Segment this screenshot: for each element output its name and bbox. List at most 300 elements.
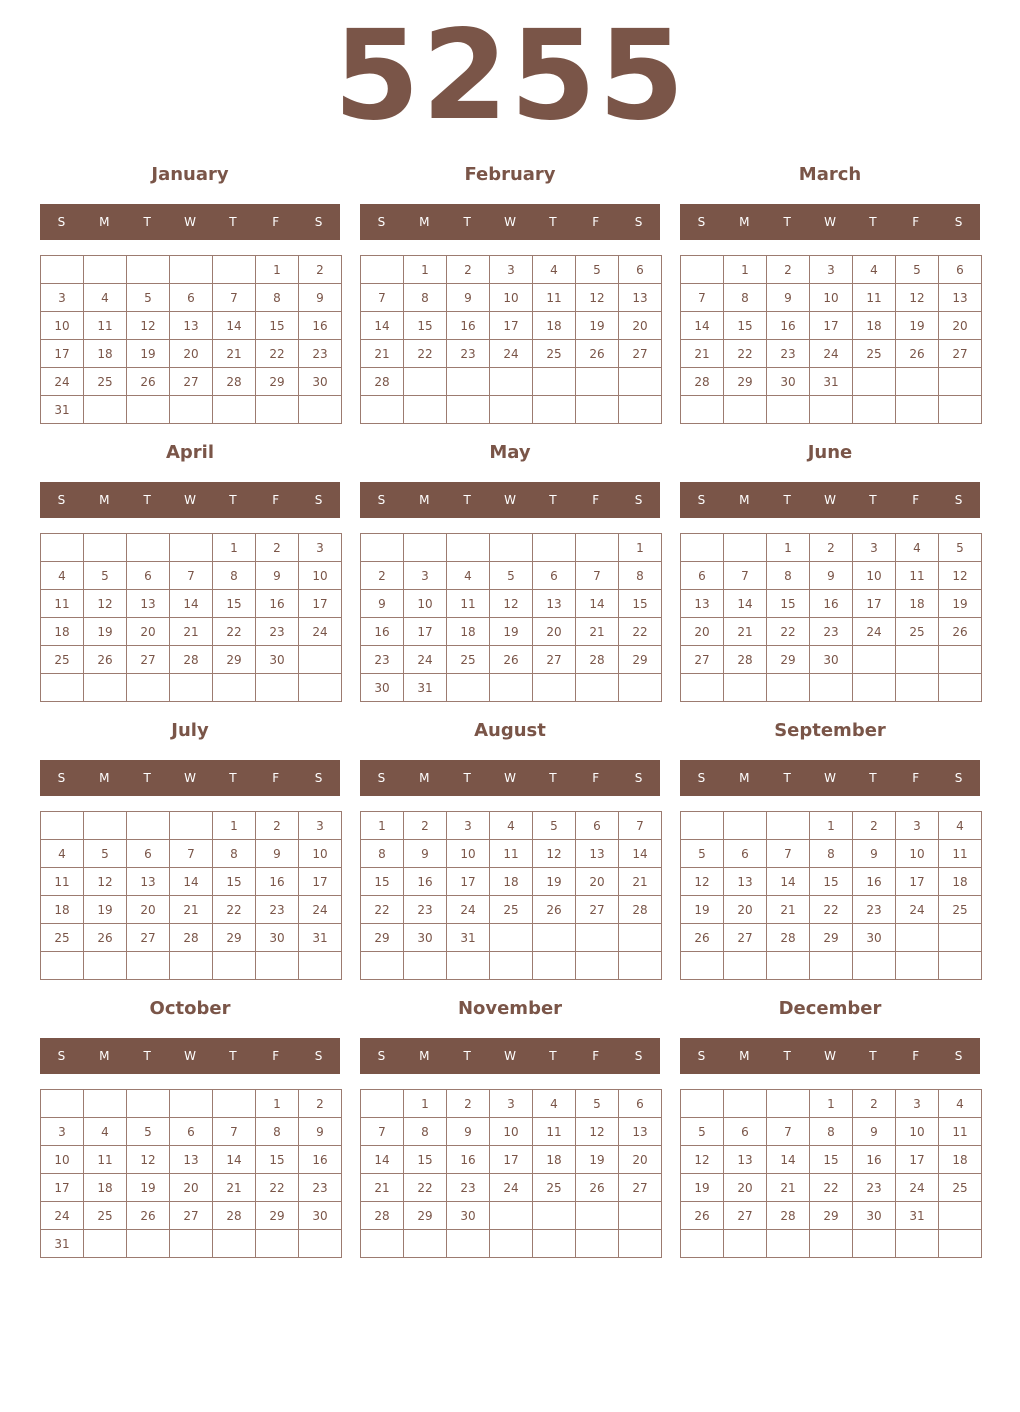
day-cell: 23 [767, 340, 810, 368]
day-cell: 23 [299, 1174, 342, 1202]
day-cell: 3 [490, 1090, 533, 1118]
day-cell: 12 [681, 868, 724, 896]
day-cell: 4 [896, 534, 939, 562]
day-cell: 7 [767, 1118, 810, 1146]
day-cell: 16 [361, 618, 404, 646]
day-cell: 19 [681, 896, 724, 924]
day-cell: 16 [256, 590, 299, 618]
weekday-label: W [824, 771, 836, 785]
day-cell: 15 [213, 590, 256, 618]
day-cell [170, 396, 213, 424]
weekday-label: F [912, 215, 920, 229]
weekday-label: T [549, 771, 557, 785]
day-cell [170, 952, 213, 980]
day-cell: 18 [84, 1174, 127, 1202]
day-cell [447, 396, 490, 424]
day-cell: 27 [533, 646, 576, 674]
day-cell [84, 952, 127, 980]
day-cell: 8 [256, 1118, 299, 1146]
day-cell: 11 [41, 590, 84, 618]
day-cell: 30 [299, 1202, 342, 1230]
day-cell: 18 [853, 312, 896, 340]
day-cell: 8 [724, 284, 767, 312]
week-row [681, 674, 982, 702]
day-cell: 17 [810, 312, 853, 340]
day-cell [170, 534, 213, 562]
day-cell [619, 368, 662, 396]
day-cell: 19 [84, 896, 127, 924]
day-cell: 18 [84, 340, 127, 368]
day-cell [84, 534, 127, 562]
week-row [41, 812, 342, 840]
month-name: October [149, 998, 231, 1019]
weekday-label: S [697, 771, 706, 785]
day-cell [810, 396, 853, 424]
day-cell: 2 [447, 256, 490, 284]
day-cell: 12 [576, 1118, 619, 1146]
day-cell: 19 [490, 618, 533, 646]
weekday-label: T [549, 493, 557, 507]
day-cell [896, 396, 939, 424]
week-row [681, 562, 982, 590]
day-cell: 26 [681, 924, 724, 952]
day-cell: 14 [213, 312, 256, 340]
day-cell [170, 674, 213, 702]
day-cell: 19 [576, 312, 619, 340]
day-cell: 26 [939, 618, 982, 646]
day-cell [724, 1090, 767, 1118]
weekday-label: M [99, 1049, 110, 1063]
day-cell: 12 [681, 1146, 724, 1174]
day-cell: 18 [41, 618, 84, 646]
day-cell [576, 952, 619, 980]
day-cell: 18 [447, 618, 490, 646]
day-cell [84, 812, 127, 840]
day-cell: 6 [170, 284, 213, 312]
day-cell [619, 1230, 662, 1258]
day-cell: 9 [853, 1118, 896, 1146]
day-cell: 23 [853, 896, 896, 924]
day-cell [724, 674, 767, 702]
day-cell: 16 [447, 312, 490, 340]
day-cell: 8 [767, 562, 810, 590]
day-cell: 9 [404, 840, 447, 868]
day-cell: 28 [681, 368, 724, 396]
day-cell: 16 [810, 590, 853, 618]
day-cell: 2 [447, 1090, 490, 1118]
weekday-label: S [314, 771, 323, 785]
day-cell: 16 [404, 868, 447, 896]
day-cell: 18 [41, 896, 84, 924]
day-cell: 22 [404, 340, 447, 368]
week-row [681, 1202, 982, 1230]
day-cell: 12 [127, 1146, 170, 1174]
day-grid [360, 255, 662, 424]
weekday-label: S [377, 493, 386, 507]
weekday-label: T [783, 771, 791, 785]
day-cell [619, 674, 662, 702]
week-row [41, 1090, 342, 1118]
day-cell: 27 [939, 340, 982, 368]
day-cell: 26 [84, 646, 127, 674]
day-cell [299, 952, 342, 980]
day-cell: 10 [447, 840, 490, 868]
day-cell: 12 [127, 312, 170, 340]
weekday-label: S [697, 215, 706, 229]
day-cell: 31 [404, 674, 447, 702]
weekday-label: T [229, 215, 237, 229]
day-grid [680, 1089, 982, 1258]
day-cell: 27 [127, 646, 170, 674]
day-cell: 20 [619, 312, 662, 340]
weekday-label: T [463, 771, 471, 785]
day-cell: 6 [619, 256, 662, 284]
day-cell: 16 [299, 1146, 342, 1174]
day-cell: 24 [41, 1202, 84, 1230]
day-cell: 5 [896, 256, 939, 284]
day-cell [724, 952, 767, 980]
day-cell: 3 [490, 256, 533, 284]
day-cell: 31 [896, 1202, 939, 1230]
day-cell [576, 924, 619, 952]
day-cell [256, 396, 299, 424]
day-cell: 20 [939, 312, 982, 340]
day-cell: 30 [256, 924, 299, 952]
day-cell: 13 [724, 868, 767, 896]
day-cell: 16 [853, 868, 896, 896]
day-cell: 20 [724, 1174, 767, 1202]
day-cell: 29 [361, 924, 404, 952]
day-cell [681, 396, 724, 424]
weekday-header [680, 760, 980, 796]
day-cell: 8 [810, 1118, 853, 1146]
day-cell: 29 [256, 368, 299, 396]
week-row [681, 534, 982, 562]
day-cell: 24 [447, 896, 490, 924]
weekday-label: S [954, 215, 963, 229]
day-cell [533, 396, 576, 424]
day-cell: 20 [170, 340, 213, 368]
day-grid [40, 811, 342, 980]
day-cell: 12 [576, 284, 619, 312]
week-row [41, 1118, 342, 1146]
week-row [41, 396, 342, 424]
day-cell: 21 [170, 618, 213, 646]
weekday-label: T [463, 493, 471, 507]
day-cell: 10 [490, 284, 533, 312]
day-cell: 26 [490, 646, 533, 674]
day-cell: 12 [939, 562, 982, 590]
week-row [41, 840, 342, 868]
day-cell: 29 [213, 646, 256, 674]
day-cell: 10 [853, 562, 896, 590]
week-row [681, 1146, 982, 1174]
day-grid [680, 811, 982, 980]
week-row [361, 868, 662, 896]
week-row [41, 868, 342, 896]
day-cell: 20 [127, 618, 170, 646]
day-cell: 10 [299, 562, 342, 590]
day-cell: 9 [256, 562, 299, 590]
month-name: March [798, 164, 862, 185]
month-name: February [464, 164, 556, 185]
day-cell [490, 952, 533, 980]
day-cell: 20 [681, 618, 724, 646]
day-cell: 18 [939, 868, 982, 896]
day-cell: 6 [724, 840, 767, 868]
day-cell: 8 [213, 562, 256, 590]
day-cell: 22 [361, 896, 404, 924]
day-cell: 28 [576, 646, 619, 674]
day-cell: 29 [404, 1202, 447, 1230]
weekday-label: T [869, 493, 877, 507]
day-cell: 1 [213, 534, 256, 562]
day-cell: 28 [213, 368, 256, 396]
day-cell: 31 [41, 396, 84, 424]
day-cell [213, 256, 256, 284]
weekday-label: S [954, 771, 963, 785]
day-cell: 15 [619, 590, 662, 618]
weekday-label: T [143, 1049, 151, 1063]
day-cell [84, 674, 127, 702]
day-cell [299, 1230, 342, 1258]
day-cell: 4 [41, 840, 84, 868]
day-cell: 6 [127, 840, 170, 868]
week-row [41, 1202, 342, 1230]
day-cell: 15 [404, 312, 447, 340]
day-cell: 5 [84, 840, 127, 868]
weekday-label: T [549, 215, 557, 229]
day-cell: 16 [256, 868, 299, 896]
day-cell [361, 952, 404, 980]
weekday-label: M [99, 771, 110, 785]
week-row [361, 618, 662, 646]
day-cell: 23 [404, 896, 447, 924]
day-cell: 8 [361, 840, 404, 868]
day-cell [490, 396, 533, 424]
day-cell: 11 [853, 284, 896, 312]
day-cell [127, 534, 170, 562]
day-cell: 19 [127, 1174, 170, 1202]
day-cell: 27 [576, 896, 619, 924]
day-cell: 3 [41, 1118, 84, 1146]
day-cell [767, 812, 810, 840]
day-cell: 17 [853, 590, 896, 618]
day-cell: 1 [361, 812, 404, 840]
day-cell: 8 [404, 284, 447, 312]
day-cell [896, 646, 939, 674]
day-cell: 13 [127, 590, 170, 618]
day-cell: 15 [404, 1146, 447, 1174]
weekday-label: S [634, 493, 643, 507]
day-cell [404, 396, 447, 424]
week-row [681, 1174, 982, 1202]
weekday-label: T [229, 1049, 237, 1063]
day-cell: 20 [127, 896, 170, 924]
day-cell [361, 1090, 404, 1118]
day-cell: 17 [490, 1146, 533, 1174]
day-cell: 29 [256, 1202, 299, 1230]
day-cell [576, 674, 619, 702]
day-grid [680, 255, 982, 424]
weekday-label: W [184, 1049, 196, 1063]
day-cell [853, 674, 896, 702]
day-cell [724, 396, 767, 424]
month-name: December [778, 998, 882, 1019]
day-cell: 5 [939, 534, 982, 562]
day-cell: 3 [896, 1090, 939, 1118]
day-cell: 17 [447, 868, 490, 896]
day-cell: 4 [490, 812, 533, 840]
day-cell [939, 952, 982, 980]
day-cell [810, 674, 853, 702]
day-cell [84, 396, 127, 424]
week-row [41, 924, 342, 952]
day-cell: 14 [361, 312, 404, 340]
day-cell: 21 [724, 618, 767, 646]
day-cell: 5 [127, 1118, 170, 1146]
day-cell: 9 [447, 284, 490, 312]
weekday-label: M [739, 215, 750, 229]
weekday-header [360, 1038, 660, 1074]
day-cell: 9 [853, 840, 896, 868]
day-cell: 27 [170, 368, 213, 396]
day-cell: 24 [41, 368, 84, 396]
day-cell: 24 [299, 896, 342, 924]
day-cell: 17 [299, 590, 342, 618]
day-cell [896, 1230, 939, 1258]
day-cell: 14 [724, 590, 767, 618]
weekday-label: F [592, 1049, 600, 1063]
day-cell: 29 [810, 1202, 853, 1230]
weekday-label: M [99, 215, 110, 229]
week-row [361, 256, 662, 284]
day-cell [939, 646, 982, 674]
day-cell [681, 534, 724, 562]
day-cell: 7 [213, 1118, 256, 1146]
weekday-header [40, 204, 340, 240]
weekday-label: S [634, 771, 643, 785]
day-cell: 10 [41, 312, 84, 340]
weekday-label: F [592, 771, 600, 785]
weekday-label: F [272, 1049, 280, 1063]
week-row [361, 674, 662, 702]
day-cell: 30 [361, 674, 404, 702]
day-cell [619, 1202, 662, 1230]
day-cell: 14 [681, 312, 724, 340]
day-cell: 13 [576, 840, 619, 868]
day-cell: 21 [170, 896, 213, 924]
day-cell: 1 [404, 1090, 447, 1118]
week-row [361, 812, 662, 840]
day-cell: 1 [256, 1090, 299, 1118]
day-cell: 12 [533, 840, 576, 868]
day-cell: 19 [576, 1146, 619, 1174]
week-row [41, 562, 342, 590]
day-cell [490, 368, 533, 396]
day-cell: 27 [619, 1174, 662, 1202]
month-name: June [807, 442, 853, 463]
day-grid [360, 1089, 662, 1258]
day-cell [213, 1090, 256, 1118]
day-cell [490, 1230, 533, 1258]
day-cell: 14 [767, 868, 810, 896]
day-cell: 10 [299, 840, 342, 868]
day-cell: 13 [724, 1146, 767, 1174]
day-cell: 8 [404, 1118, 447, 1146]
day-cell: 6 [939, 256, 982, 284]
week-row [41, 646, 342, 674]
day-cell: 25 [84, 368, 127, 396]
day-cell: 28 [619, 896, 662, 924]
day-cell: 6 [681, 562, 724, 590]
day-cell: 11 [490, 840, 533, 868]
day-cell: 16 [853, 1146, 896, 1174]
day-cell [724, 534, 767, 562]
week-row [41, 312, 342, 340]
day-cell: 25 [533, 340, 576, 368]
day-cell [361, 1230, 404, 1258]
day-cell: 10 [896, 840, 939, 868]
day-cell: 25 [41, 646, 84, 674]
weekday-label: S [57, 771, 66, 785]
day-cell [853, 368, 896, 396]
day-cell: 30 [810, 646, 853, 674]
week-row [681, 590, 982, 618]
day-cell: 2 [767, 256, 810, 284]
day-cell: 2 [404, 812, 447, 840]
day-cell: 25 [939, 896, 982, 924]
day-cell [853, 1230, 896, 1258]
day-cell: 15 [810, 868, 853, 896]
day-cell: 13 [681, 590, 724, 618]
weekday-label: F [912, 493, 920, 507]
day-cell [681, 1230, 724, 1258]
day-cell: 4 [41, 562, 84, 590]
day-cell: 24 [896, 896, 939, 924]
weekday-label: S [57, 493, 66, 507]
weekday-label: T [229, 771, 237, 785]
day-cell: 11 [533, 1118, 576, 1146]
day-cell: 22 [404, 1174, 447, 1202]
day-cell: 4 [84, 1118, 127, 1146]
day-cell: 27 [724, 924, 767, 952]
weekday-label: T [869, 1049, 877, 1063]
day-cell: 1 [767, 534, 810, 562]
week-row [361, 952, 662, 980]
day-cell: 11 [533, 284, 576, 312]
weekday-label: M [739, 771, 750, 785]
week-row [681, 340, 982, 368]
day-cell: 27 [170, 1202, 213, 1230]
day-cell [299, 396, 342, 424]
weekday-label: M [99, 493, 110, 507]
day-cell: 28 [170, 924, 213, 952]
weekday-label: T [143, 493, 151, 507]
day-cell: 9 [299, 284, 342, 312]
day-cell: 26 [127, 368, 170, 396]
day-cell: 3 [853, 534, 896, 562]
day-cell: 17 [896, 868, 939, 896]
day-cell [127, 396, 170, 424]
day-cell: 10 [404, 590, 447, 618]
day-cell: 25 [447, 646, 490, 674]
day-cell [404, 368, 447, 396]
day-cell: 2 [256, 534, 299, 562]
day-cell: 30 [256, 646, 299, 674]
day-cell [576, 396, 619, 424]
day-grid [40, 533, 342, 702]
